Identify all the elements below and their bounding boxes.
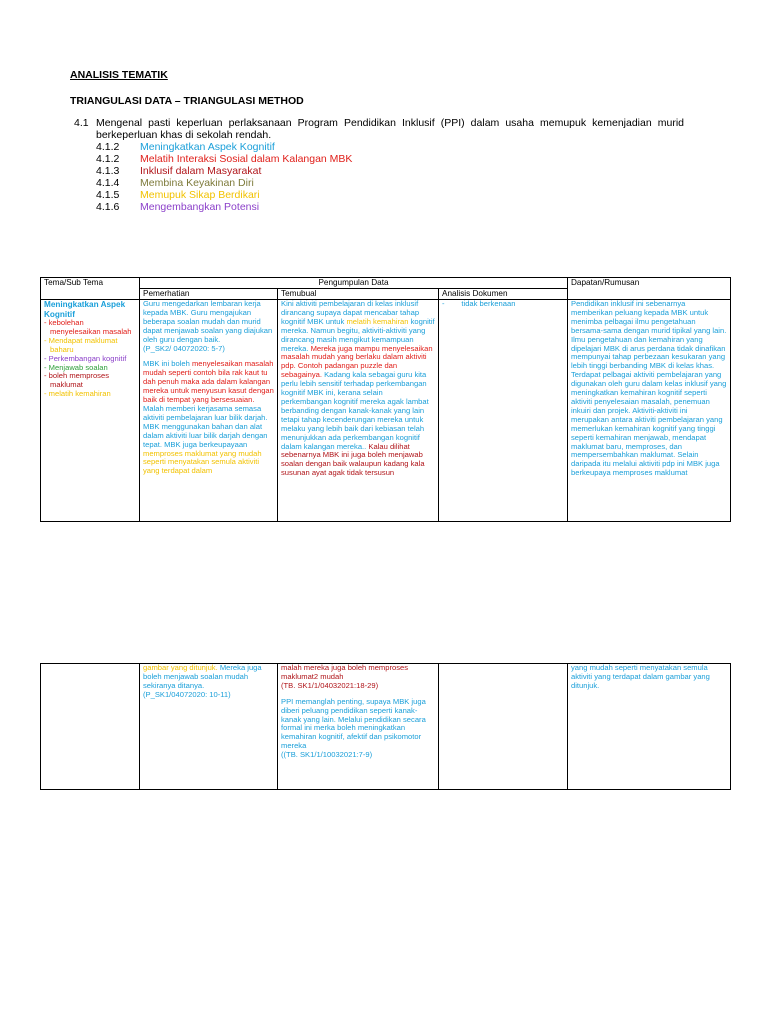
objective-item bbox=[96, 201, 259, 213]
tema-cell bbox=[41, 300, 140, 522]
temubual-cell bbox=[278, 300, 439, 522]
objective-number: 4.1.3 bbox=[96, 165, 120, 177]
table-row bbox=[41, 664, 731, 790]
objective-item bbox=[96, 177, 254, 189]
header-analisis-dokumen: Analisis Dokumen bbox=[439, 289, 568, 300]
objective-label: Inklusif dalam Masyarakat bbox=[140, 165, 262, 177]
subtheme-item: - Perkembangan kognitif bbox=[44, 353, 127, 363]
temubual-text: Kini aktiviti pembelajaran di kelas inklusif dirancang supaya dapat mencabar tahap kognitif MBK untuk melatih kemahiran kognitif mereka. Namun begitu, aktiviti-aktiviti yang dirancang masih mengikut kemampuan mereka. Mereka juga mampu menyelesaikan masalah mudah yang berlaku dalam aktiviti pdp. Contoh padangan puzzle dan sebagainya. Kadang kala sebagai guru kita perlu lebih sensitif terhadap perkembangan kognitif MBK ini, kerana selain perkembangan kognitif mereka agak lambat berbanding dengan kanak-kanak yang lain tetapi tahap kecenderungan mereka untuk melaku yang lebih baik dari kebiasan telah menunjukkan ada perkembangan kognitif dalam kalangan mereka.. Kalau dilihat sebenarnya MBK ini juga boleh menjawab soalan dengan baik walaupun kadang kala susunan ayat agak tidak tersusun bbox=[281, 299, 435, 478]
document-title: ANALISIS TEMATIK bbox=[70, 69, 168, 81]
pemerhatian-cell bbox=[140, 664, 278, 790]
objective-label: Melatih Interaksi Sosial dalam Kalangan MBK bbox=[140, 153, 353, 165]
header-temubual: Temubual bbox=[278, 289, 439, 300]
subtheme-item: - melatih kemahiran bbox=[44, 389, 111, 399]
header-pengumpulan-data: Pengumpulan Data bbox=[140, 278, 568, 289]
subtheme-list bbox=[44, 319, 136, 399]
pemerhatian-ref: (P_SK1/04072020: 10-11) bbox=[143, 689, 231, 699]
header-tema: Tema/Sub Tema bbox=[41, 278, 140, 300]
dapatan-cell bbox=[568, 664, 731, 790]
pemerhatian-text: gambar yang ditunjuk. Mereka juga boleh menjawab soalan mudah sekiranya ditanya. bbox=[143, 663, 262, 690]
temubual-ref: ((TB. SK1/1/10032021:7-9) bbox=[281, 750, 373, 760]
objective-number: 4.1.5 bbox=[96, 189, 120, 201]
triangulation-table-continued bbox=[40, 663, 731, 790]
triangulation-table bbox=[40, 277, 731, 522]
dapatan-text: Pendidikan inklusif ini sebenarnya memberikan peluang kepada MBK untuk menimba pelbagai ilmu pengetahuan bersama-sama dengan murid tipikal yang lain. Ilmu pengetahuan dan kemahiran yang dipelajari MBK di arus perdana tidak dinafikan mempunyai tahap perbezaan kesukaran yang lebih tinggi berbanding MBK di kelas khas. Terdapat pelbagai aktiviti pembelajaran yang digunakan oleh guru dalam kelas inklusif yang meningkatkan kemahiran kognitif seperti aktiviti penyelesaian masalah, penemuan inkuiri dan projek. Aktiviti-aktiviti ini merupakan antara aktiviti pembelajaran yang memerlukan kemahiran kognitif yang tinggi seperti kemahiran menjawab, mendapat maklumat baru, memproses, dan mempersembahkan maklumat. Selain daripada itu melalui aktiviti pdp ini MBK juga berkeupaya memproses maklumat bbox=[571, 299, 727, 478]
header-dapatan: Dapatan/Rumusan bbox=[568, 278, 731, 300]
question-text: Mengenal pasti keperluan perlaksanaan Program Pendidikan Inklusif (PPI) dalam usaha memupuk kemenjadian murid berkeperluan khas di sekolah rendah. bbox=[96, 117, 684, 141]
objective-number: 4.1.6 bbox=[96, 201, 120, 213]
objective-label: Memupuk Sikap Berdikari bbox=[140, 189, 260, 201]
objective-label: Membina Keyakinan Diri bbox=[140, 177, 254, 189]
tema-cell bbox=[41, 664, 140, 790]
objective-item bbox=[96, 165, 261, 177]
objective-item bbox=[96, 141, 275, 153]
temubual-ref: (TB. SK1/1/04032021:18-29) bbox=[281, 680, 379, 690]
document-subtitle: TRIANGULASI DATA – TRIANGULASI METHOD bbox=[70, 95, 304, 107]
pemerhatian-cell bbox=[140, 300, 278, 522]
subtheme-item: - kebolehan menyelesaikan masalah bbox=[44, 318, 132, 336]
pemerhatian-text: MBK ini boleh menyelesaikan masalah mudah seperti contoh bila rak kaut tu dah penuh maka ada dalam kalangan mereka untuk menyusun kasut dengan baik di tempat yang bersesuaian. Malah memberi kerjasama semasa aktiviti pembelajaran luar bilik darjah. MBK menggunakan bahan dan alat dalam aktiviti luar bilik darjah dengan tepat. MBK juga berkeupayaan memproses maklumat yang mudah seperti menyatakan semula aktiviti yang terdapat dalam bbox=[143, 359, 274, 476]
pemerhatian-ref: (P_SK2/ 04072020: 5-7) bbox=[143, 343, 225, 353]
dokumen-item: - tidak berkenaan bbox=[442, 299, 516, 308]
subtheme-item: - Mendapat maklumat baharu bbox=[44, 335, 118, 354]
objective-number: 4.1.2 bbox=[96, 153, 120, 165]
table-row bbox=[41, 300, 731, 522]
temubual-text: malah mereka juga boleh memproses maklumat2 mudah bbox=[281, 663, 409, 681]
objective-number: 4.1.2 bbox=[96, 141, 120, 153]
question-number: 4.1 bbox=[74, 117, 89, 129]
objective-label: Meningkatkan Aspek Kognitif bbox=[140, 141, 275, 153]
pemerhatian-text: Guru mengedarkan lembaran kerja kepada MBK. Guru mengajukan beberapa soalan mudah dan murid dapat menjawab soalan yang diajukan oleh guru dengan baik. bbox=[143, 299, 273, 344]
objective-item bbox=[96, 153, 352, 165]
research-question bbox=[74, 117, 684, 141]
objective-number: 4.1.4 bbox=[96, 177, 120, 189]
temubual-cell bbox=[278, 664, 439, 790]
temubual-text: PPI memanglah penting, supaya MBK juga diberi peluang pendidikan seperti kanak-kanak yang lain. Melalui pendidikan secara formal ini merka boleh meningkatkan kemahiran kognitif, afektif dan psikomotor mereka bbox=[281, 696, 426, 751]
header-pemerhatian: Pemerhatian bbox=[140, 289, 278, 300]
dokumen-cell bbox=[439, 300, 568, 522]
objective-item bbox=[96, 189, 260, 201]
subtheme-item: - Menjawab soalan bbox=[44, 362, 108, 372]
objective-label: Mengembangkan Potensi bbox=[140, 201, 260, 213]
dapatan-text: yang mudah seperti menyatakan semula aktiviti yang terdapat dalam gambar yang ditunjuk. bbox=[571, 663, 710, 690]
dokumen-cell bbox=[439, 664, 568, 790]
dapatan-cell bbox=[568, 300, 731, 522]
subtheme-item: - boleh memproses maklumat bbox=[44, 371, 109, 390]
tema-title: Meningkatkan Aspek Kognitif bbox=[44, 300, 126, 319]
